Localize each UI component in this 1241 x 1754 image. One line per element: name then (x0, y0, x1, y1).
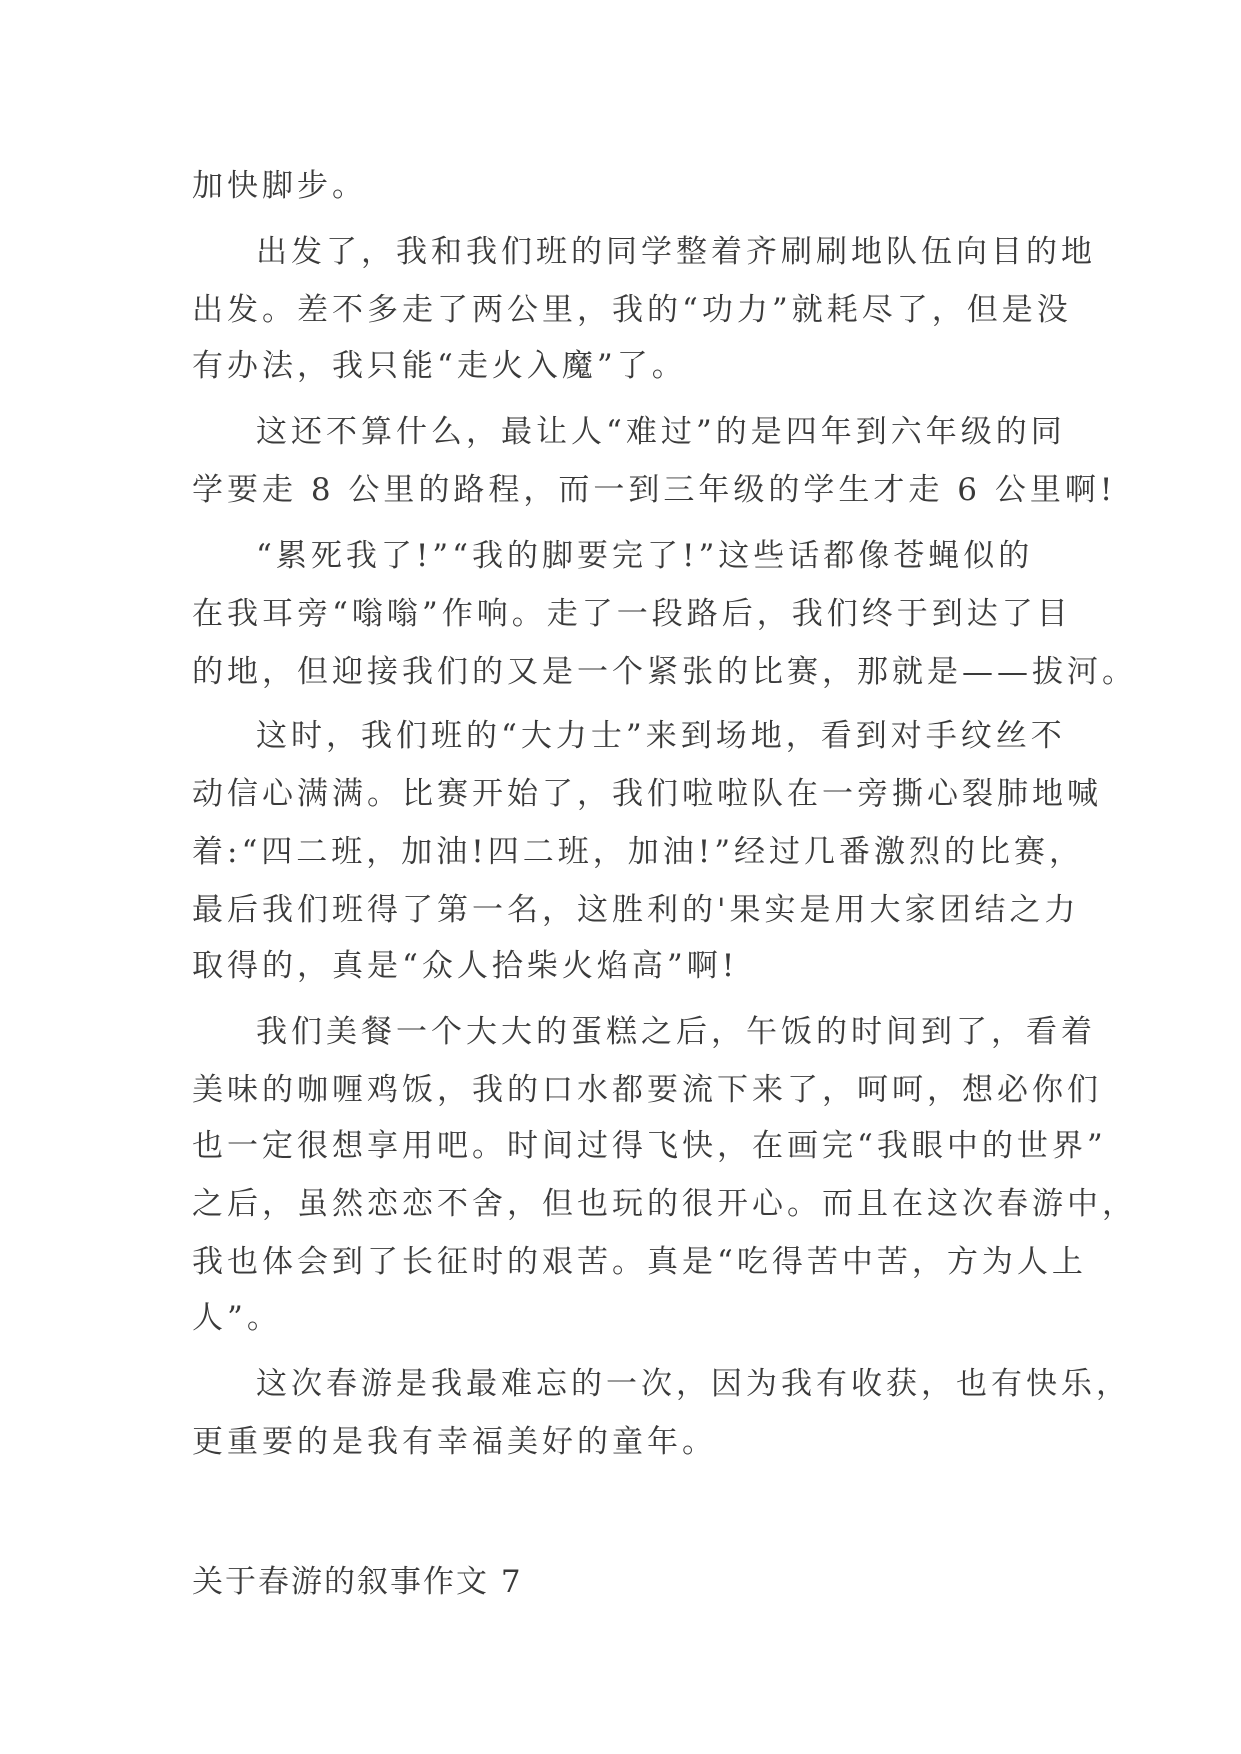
paragraph-first-line: 这还不算什么，最让人“难过”的是四年到六年级的同 (256, 414, 1066, 450)
paragraph-first-line: 这次春游是我最难忘的一次，因为我有收获，也有快乐， (256, 1366, 1131, 1402)
text-line: 动信心满满。比赛开始了，我们啦啦队在一旁撕心裂肺地喊 (192, 776, 1102, 812)
text-line: 更重要的是我有幸福美好的童年。 (192, 1424, 717, 1460)
text-line: 之后，虽然恋恋不舍，但也玩的很开心。而且在这次春游中， (192, 1186, 1137, 1222)
text-line: 美味的咖喱鸡饭，我的口水都要流下来了，呵呵，想必你们 (192, 1072, 1102, 1108)
text-line: 我也体会到了长征时的艰苦。真是“吃得苦中苦，方为人上 (192, 1244, 1087, 1280)
paragraph-first-line: 我们美餐一个大大的蛋糕之后，午饭的时间到了，看着 (256, 1014, 1096, 1050)
section-heading: 关于春游的叙事作文 7 (192, 1564, 523, 1600)
text-line: 出发。差不多走了两公里，我的“功力”就耗尽了，但是没 (192, 292, 1072, 328)
text-line: 加快脚步。 (192, 168, 367, 204)
paragraph-first-line: 出发了，我和我们班的同学整着齐刷刷地队伍向目的地 (256, 234, 1096, 270)
text-line: 学要走 8 公里的路程，而一到三年级的学生才走 6 公里啊! (192, 472, 1117, 508)
paragraph-first-line: “累死我了!”“我的脚要完了!”这些话都像苍蝇似的 (256, 538, 1034, 574)
text-line: 最后我们班得了第一名，这胜利的'果实是用大家团结之力 (192, 892, 1080, 928)
paragraph-first-line: 这时，我们班的“大力士”来到场地，看到对手纹丝不 (256, 718, 1066, 754)
text-line: 的地，但迎接我们的又是一个紧张的比赛，那就是——拔河。 (192, 654, 1137, 690)
text-line: 有办法，我只能“走火入魔”了。 (192, 348, 687, 384)
text-line: 着:“四二班，加油!四二班，加油!”经过几番激烈的比赛， (192, 834, 1085, 870)
text-line: 取得的，真是“众人拾柴火焰高”啊! (192, 948, 739, 984)
text-line: 在我耳旁“嗡嗡”作响。走了一段路后，我们终于到达了目 (192, 596, 1072, 632)
text-line: 人”。 (192, 1300, 282, 1336)
text-line: 也一定很想享用吧。时间过得飞快，在画完“我眼中的世界” (192, 1128, 1107, 1164)
